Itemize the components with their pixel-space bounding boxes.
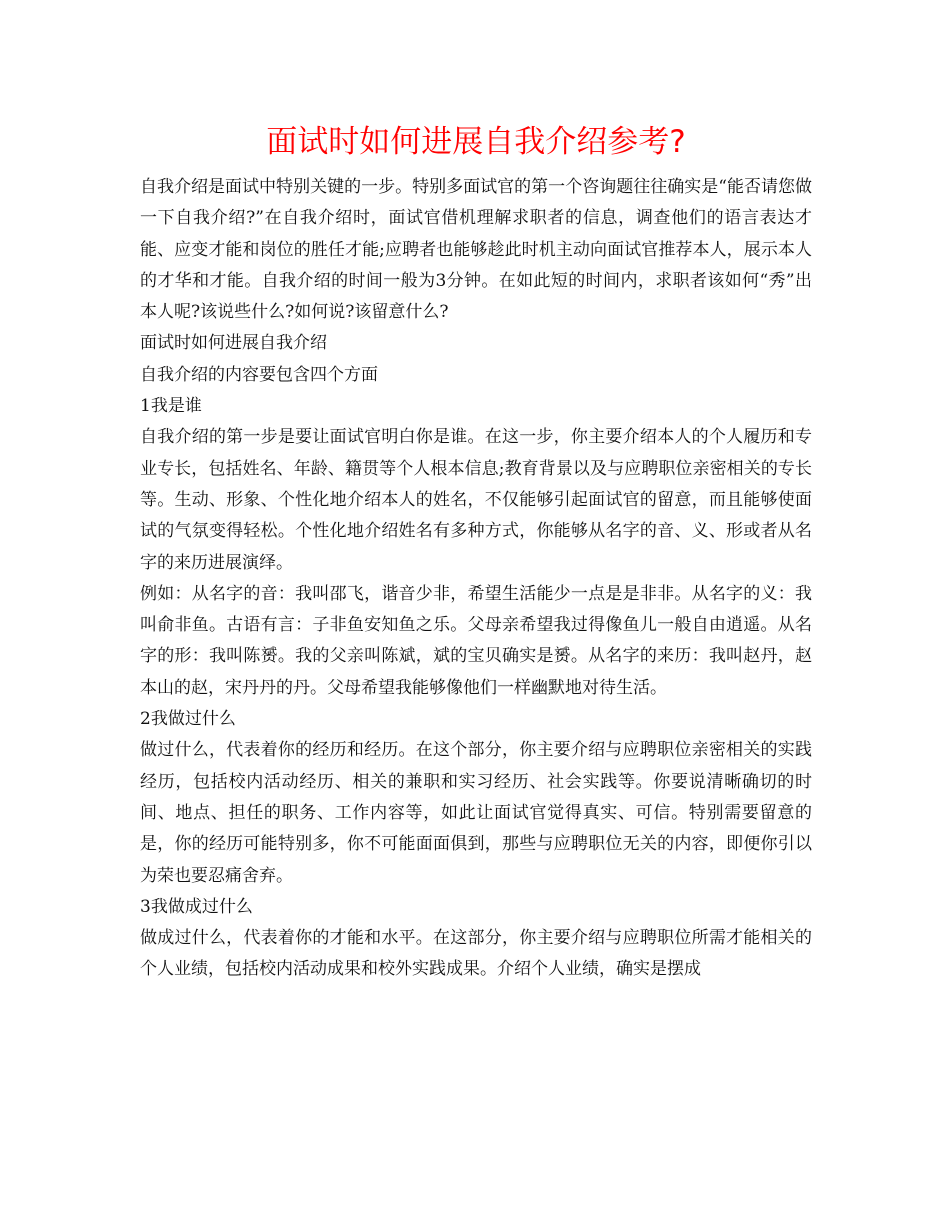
- item-heading-1: 1我是谁: [140, 396, 202, 417]
- paragraph-experience: 做过什么，代表着你的经历和经历。在这个部分，你主要介绍与应聘职位亲密相关的实践经历，包括校内活动经历、相关的兼职和实习经历、社会实践等。你要说清晰确切的时间、地点、担任的职务、工作内容等，如此让面试官觉得真实、可信。特别需要留意的是，你的经历可能特别多，你不可能面面俱到，那些与应聘职位无关的内容，即便你引以为荣也要忍痛舍弃。: [140, 740, 812, 886]
- paragraph-who: 自我介绍的第一步是要让面试官明白你是谁。在这一步，你主要介绍本人的个人履历和专业专长，包括姓名、年龄、籍贯等个人根本信息;教育背景以及与应聘职位亲密相关的专长等。生动、形象、个性化地介绍本人的姓名，不仅能够引起面试官的留意，而且能够使面试的气氛变得轻松。个性化地介绍姓名有多种方式，你能够从名字的音、义、形或者从名字的来历进展演绎。: [140, 427, 812, 573]
- paragraph-intro: 自我介绍是面试中特别关键的一步。特别多面试官的第一个咨询题往往确实是“能否请您做一下自我介绍?”在自我介绍时，面试官借机理解求职者的信息，调查他们的语言表达才能、应变才能和岗位的胜任才能;应聘者也能够趁此时机主动向面试官推荐本人，展示本人的才华和才能。自我介绍的时间一般为3分钟。在如此短的时间内，求职者该如何“秀”出本人呢?该说些什么?如何说?该留意什么?: [140, 177, 812, 323]
- paragraph-examples: 例如：从名字的音：我叫邵飞，谐音少非，希望生活能少一点是是非非。从名字的义：我叫俞非鱼。古语有言：子非鱼安知鱼之乐。父母亲希望我过得像鱼儿一般自由逍遥。从名字的形：我叫陈赟。我的父亲叫陈斌，斌的宝贝确实是赟。从名字的来历：我叫赵丹，赵本山的赵，宋丹丹的丹。父母希望我能够像他们一样幽默地对待生活。: [140, 583, 812, 698]
- document-page: [140, 118, 812, 986]
- document-title: 面试时如何进展自我介绍参考?: [266, 124, 686, 160]
- paragraph-achievements: 做成过什么，代表着你的才能和水平。在这部分，你主要介绍与应聘职位所需才能相关的个人业绩，包括校内活动成果和校外实践成果。介绍个人业绩，确实是摆成: [140, 928, 812, 980]
- section-heading: 面试时如何进展自我介绍: [140, 333, 327, 354]
- section-subheading: 自我介绍的内容要包含四个方面: [140, 364, 378, 385]
- item-heading-3: 3我做成过什么: [140, 896, 253, 917]
- item-heading-2: 2我做过什么: [140, 709, 236, 730]
